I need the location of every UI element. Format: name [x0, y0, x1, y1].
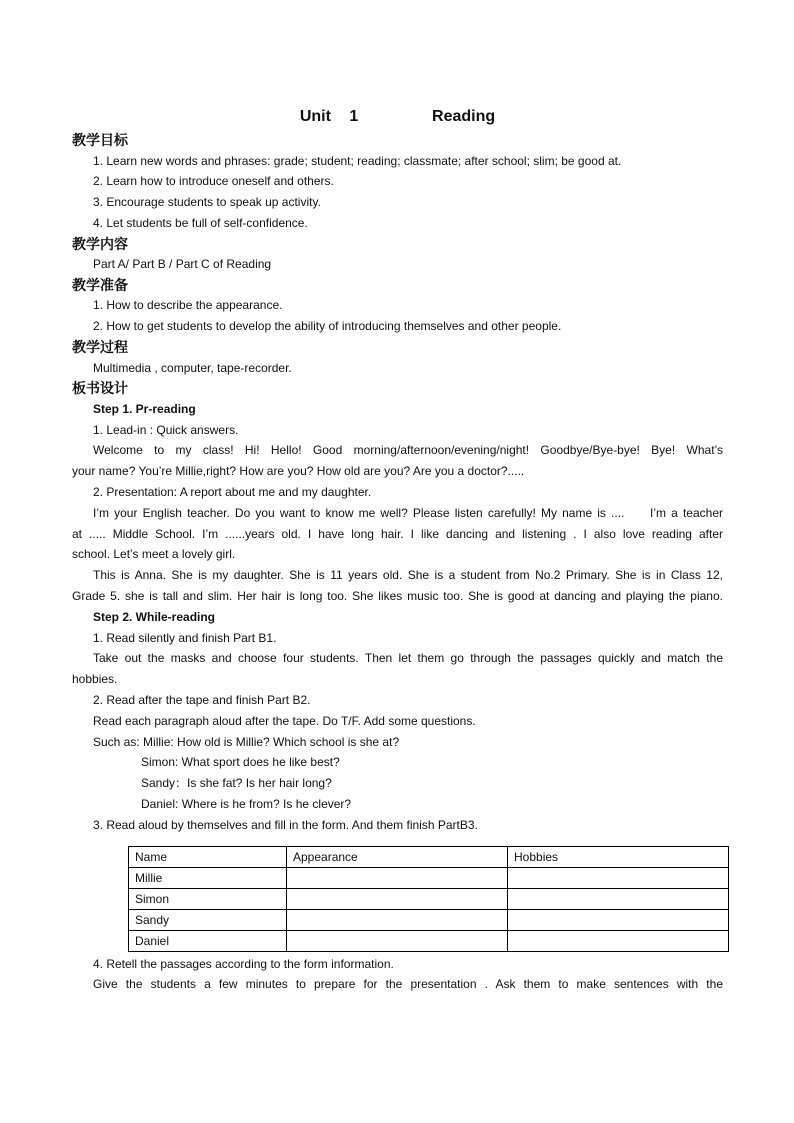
step2-b1: 1. Read silently and finish Part B1.: [93, 630, 277, 645]
step1-anna-line-1: This is Anna. She is my daughter. She is 11 years old. She is a student from No.2 Primary. She is in Class 12,: [93, 568, 723, 583]
content-item-1: Part A/ Part B / Part C of Reading: [93, 257, 272, 272]
step2-read-each: Read each paragraph aloud after the tape. Do T/F. Add some questions.: [93, 713, 476, 728]
table-row: [129, 867, 729, 888]
objective-item-1: 1. Learn new words and phrases: grade; student; reading; classmate; after school; slim; be good at.: [93, 153, 622, 168]
objective-item-4: 4. Let students be full of self-confidence.: [93, 215, 308, 230]
table-header-name: Name: [129, 846, 287, 867]
step2-such-as: Such as: Millie: How old is Millie? Which school is she at?: [93, 734, 400, 749]
step2-retell: 4. Retell the passages according to the form information.: [93, 956, 394, 971]
step2-masks-line-1: Take out the masks and choose four students. Then let them go through the passages quickly and match the: [93, 651, 723, 666]
step2-question-simon: Simon: What sport does he like best?: [141, 755, 340, 770]
table-cell-appearance[interactable]: [287, 888, 508, 909]
step1-leadin: 1. Lead-in : Quick answers.: [93, 422, 239, 437]
table-cell-name: Millie: [129, 867, 287, 888]
table-cell-name: Sandy: [129, 909, 287, 930]
info-form-table: [128, 846, 729, 952]
step1-welcome-line-2: your name? You’re Millie,right? How are you? How old are you? Are you a doctor?.....: [72, 464, 525, 479]
objective-item-3: 3. Encourage students to speak up activity.: [93, 195, 321, 210]
table-header-row: [129, 846, 729, 867]
document-content: [72, 106, 723, 995]
step1-teacher-line-3: school. Let’s meet a lovely girl.: [72, 547, 236, 562]
preparation-item-2: 2. How to get students to develop the ability of introducing themselves and other people.: [93, 319, 562, 334]
step2-give-line: Give the students a few minutes to prepare for the presentation . Ask them to make sentences with the: [93, 977, 723, 992]
table-cell-hobbies[interactable]: [508, 888, 729, 909]
heading-board-design: 板书设计: [72, 380, 128, 397]
table-row: [129, 909, 729, 930]
table-cell-appearance[interactable]: [287, 909, 508, 930]
heading-preparation: 教学准备: [72, 276, 128, 293]
step2-b3: 3. Read aloud by themselves and fill in the form. And them finish PartB3.: [93, 817, 478, 832]
table-cell-appearance[interactable]: [287, 930, 508, 951]
step1-teacher-line-2: at ..... Middle School. I’m ......years old. I have long hair. I like dancing and listening . I also love reading after: [72, 526, 723, 541]
step2-masks-line-2: hobbies.: [72, 672, 118, 687]
process-item-1: Multimedia , computer, tape-recorder.: [93, 360, 292, 375]
preparation-item-1: 1. How to describe the appearance.: [93, 298, 283, 313]
table-cell-hobbies[interactable]: [508, 867, 729, 888]
table-cell-name: Simon: [129, 888, 287, 909]
table-row: [129, 930, 729, 951]
step1-welcome-line-1: Welcome to my class! Hi! Hello! Good morning/afternoon/evening/night! Goodbye/Bye-bye! Bye! What’s: [93, 443, 723, 458]
step2-question-sandy: Sandy：Is she fat? Is her hair long?: [141, 776, 332, 791]
step1-title: Step 1. Pr-reading: [93, 401, 196, 416]
step1-presentation: 2. Presentation: A report about me and my daughter.: [93, 485, 372, 500]
table-row: [129, 888, 729, 909]
table-cell-hobbies[interactable]: [508, 930, 729, 951]
heading-process: 教学过程: [72, 339, 128, 356]
step2-title: Step 2. While-reading: [93, 609, 216, 624]
step1-teacher-line-1: I’m your English teacher. Do you want to know me well? Please listen carefully! My name is .... I’m a teacher: [93, 505, 723, 520]
heading-content: 教学内容: [72, 235, 128, 252]
table-header-hobbies: Hobbies: [508, 846, 729, 867]
step1-anna-line-2: Grade 5. she is tall and slim. Her hair is long too. She likes music too. She is good at dancing and playing the piano.: [72, 589, 723, 604]
heading-objectives: 教学目标: [72, 132, 128, 148]
table-cell-appearance[interactable]: [287, 867, 508, 888]
table-header-appearance: Appearance: [287, 846, 508, 867]
page-title: Unit 1 Reading: [299, 108, 496, 125]
step2-question-daniel: Daniel: Where is he from? Is he clever?: [141, 797, 352, 812]
step2-b2: 2. Read after the tape and finish Part B2.: [93, 693, 311, 708]
objective-item-2: 2. Learn how to introduce oneself and others.: [93, 174, 334, 189]
table-cell-hobbies[interactable]: [508, 909, 729, 930]
table-cell-name: Daniel: [129, 930, 287, 951]
